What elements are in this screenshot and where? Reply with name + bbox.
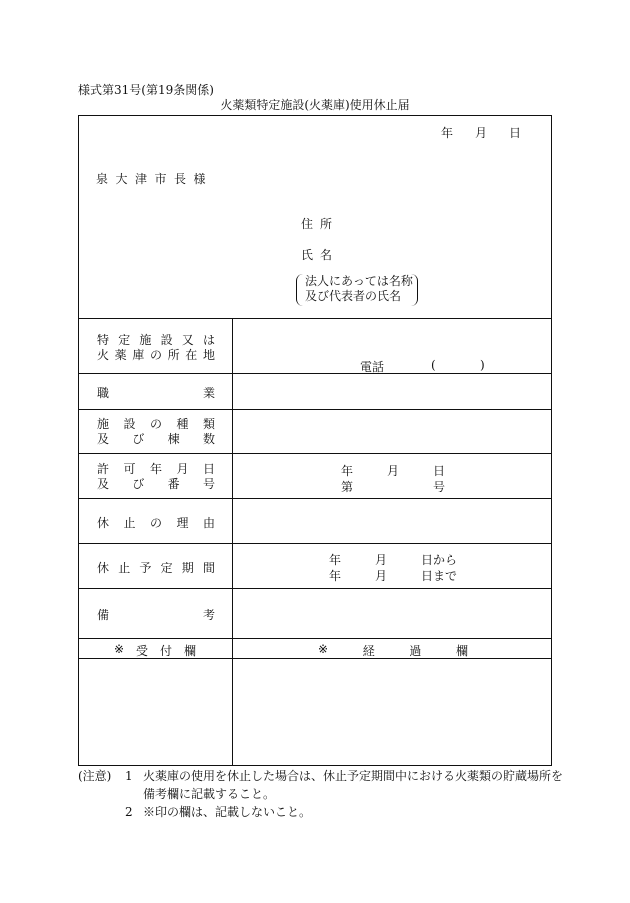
permit-label-line1: 許 可 年 月 日 <box>97 462 215 476</box>
reason-label: 休 止 の 理 由 <box>97 516 215 530</box>
form-number: 様式第31号(第19条関係) <box>78 83 214 97</box>
note-1-line2: 備考欄に記載すること。 <box>143 787 276 801</box>
permit-number-prefix: 第 <box>341 480 354 494</box>
notes-prefix: (注意) <box>78 769 112 783</box>
submission-date <box>441 124 521 141</box>
note-2-number: 2 <box>125 805 133 819</box>
document-title: 火薬類特定施設(火薬庫)使用休止届 <box>220 98 410 112</box>
period-from-month: 月 <box>374 553 387 567</box>
phone-label: 電話 <box>360 360 385 374</box>
permit-date <box>341 462 445 479</box>
column-divider <box>232 318 233 766</box>
period-from-day: 日から <box>420 553 457 567</box>
phone-paren-open: ( <box>431 358 436 372</box>
period-to-year: 年 <box>329 569 342 583</box>
note-1-line1: 火薬庫の使用を休止した場合は、休止予定期間中における火薬類の貯蔵場所を <box>143 769 564 783</box>
row-divider <box>78 543 552 544</box>
note-1-number: 1 <box>125 769 133 783</box>
corporate-note-line1: 法人にあっては名称 <box>305 274 413 288</box>
progress-column-label: ※ 経 過 欄 <box>318 642 468 658</box>
row-divider <box>78 453 552 454</box>
row-divider <box>78 318 552 319</box>
facility-type-label-line1: 施 設 の 種 類 <box>97 417 215 431</box>
date-month-label: 月 <box>474 126 487 140</box>
note-2-line1: ※印の欄は、記載しないこと。 <box>143 805 312 819</box>
row-divider <box>78 409 552 410</box>
corporate-note-line2: 及び代表者の氏名 <box>305 289 402 303</box>
facility-type-label-line2: 及 び 棟 数 <box>97 432 215 446</box>
location-label-line1: 特 定 施 設 又 は <box>97 333 215 347</box>
phone-paren-close: ) <box>480 358 485 372</box>
location-label-line2: 火 薬 庫 の 所 在 地 <box>97 348 215 362</box>
row-divider <box>78 588 552 589</box>
reception-column-label: ※ 受 付 欄 <box>114 642 196 658</box>
location-label <box>97 333 215 363</box>
row-divider <box>78 498 552 499</box>
permit-number <box>341 478 445 495</box>
corporate-note <box>296 274 418 306</box>
date-day-label: 日 <box>508 126 521 140</box>
permit-label <box>97 462 215 492</box>
period-to <box>329 567 457 584</box>
addressee: 泉大津市長様 <box>96 172 214 186</box>
address-label: 住所 <box>301 217 340 231</box>
period-from-year: 年 <box>329 553 342 567</box>
name-label: 氏名 <box>301 248 340 262</box>
facility-type-label <box>97 417 215 447</box>
permit-day-label: 日 <box>432 464 445 478</box>
row-divider <box>78 373 552 374</box>
permit-month-label: 月 <box>386 464 399 478</box>
period-label: 休 止 予 定 期 間 <box>97 561 215 575</box>
period-to-month: 月 <box>374 569 387 583</box>
permit-year-label: 年 <box>341 464 354 478</box>
period-from <box>329 551 457 568</box>
occupation-label: 職 業 <box>97 386 215 400</box>
date-year-label: 年 <box>441 126 454 140</box>
row-divider <box>78 638 552 639</box>
permit-label-line2: 及 び 番 号 <box>97 477 215 491</box>
period-to-day: 日まで <box>420 569 457 583</box>
remarks-label: 備 考 <box>97 608 215 622</box>
permit-number-suffix: 号 <box>432 480 445 494</box>
